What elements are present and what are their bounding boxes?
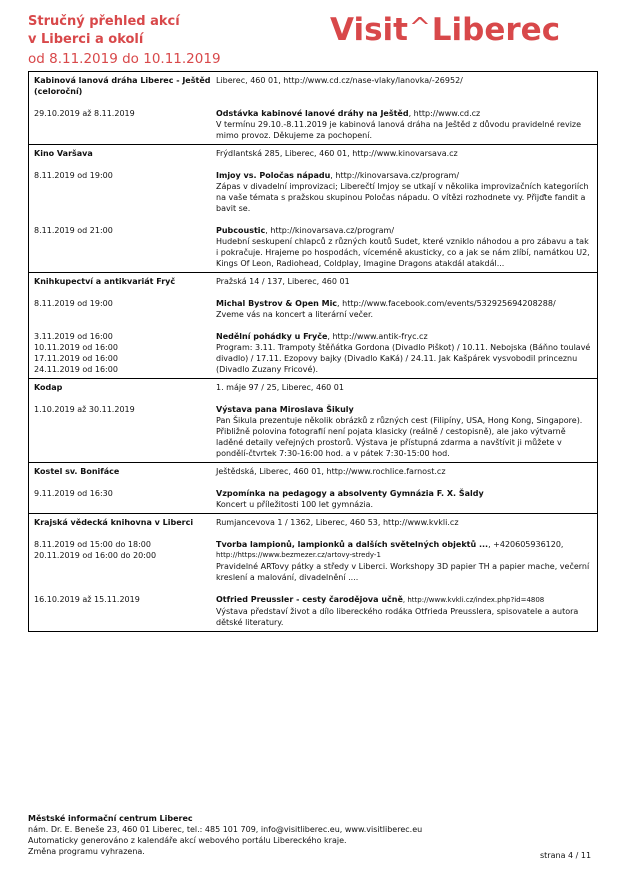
event-row [34, 539, 592, 583]
event-date: 8.11.2019 od 19:00 [34, 171, 113, 180]
event-details [216, 108, 592, 141]
venue-name: Kostel sv. Bonifáce [34, 467, 120, 476]
event-title: Tvorba lampionů, lampionků a dalších světelných objektů ... [216, 540, 489, 549]
event-link-secondary: http://https://www.bezmezer.cz/artovy-stredy-1 [216, 551, 381, 559]
venue-address: Pražská 14 / 137, Liberec, 460 01 [216, 277, 350, 286]
event-description: Program: 3.11. Trampoty štěňátka Gordona (Divadlo Piškot) / 10.11. Nebojska (Báňno toulavé divadlo) / 17.11. Ezopovy bajky (Divadlo KaKá) / 24.11. Jak Kašpárek vysvobodil princeznu (Divadlo Zuzany Fricové). [216, 343, 591, 374]
venue-address: Rumjancevova 1 / 1362, Liberec, 460 53, http://www.kvkli.cz [216, 518, 459, 527]
event-row [34, 298, 592, 320]
event-date: 8.11.2019 od 19:00 [34, 299, 113, 308]
event-row [34, 225, 592, 269]
event-description: Pravidelné ARTovy pátky a středy v Liberci. Workshopy 3D papier TH a papier mache, večerní kreslení a malování, divadelnění .... [216, 562, 590, 582]
page-footer [28, 813, 598, 857]
event-title: Imjoy vs. Poločas nápadu [216, 171, 331, 180]
event-date: 29.10.2019 až 8.11.2019 [34, 109, 135, 118]
venue-row [34, 466, 592, 477]
event-link: , http://www.cd.cz [408, 109, 481, 118]
event-details [216, 298, 592, 320]
venue-name: Kabinová lanová dráha Liberec - Ještěd (celoroční) [34, 76, 211, 96]
event-link: , +420605936120, [488, 540, 564, 549]
event-details [216, 488, 592, 510]
footer-organization: Městské informační centrum Liberec [28, 814, 193, 823]
venue-block [29, 273, 597, 379]
event-title: Michal Bystrov & Open Mic [216, 299, 338, 308]
venue-block [29, 514, 597, 631]
footer-address: nám. Dr. E. Beneše 23, 460 01 Liberec, tel.: 485 101 709, info@visitliberec.eu, www.visitliberec.eu [28, 825, 423, 834]
event-title: Otfried Preussler - cesty čarodějova učně [216, 595, 403, 604]
venue-name: Kino Varšava [34, 149, 93, 158]
event-description: Hudební seskupení chlapců z různých koutů Sudet, které vzniklo náhodou a pro zábavu a tak i pokračuje. Hrajeme po hospodách, víceméně akusticky, co a jak se nám zlíbí, namátkou U2, Kings Of Leon, Radiohead, Coldplay, Imagine Dragons atakdál atakdál... [216, 237, 590, 268]
event-date: 1.10.2019 až 30.11.2019 [34, 405, 135, 414]
event-details [216, 170, 592, 214]
event-date: 3.11.2019 od 16:00 10.11.2019 od 16:00 17.11.2019 od 16:00 24.11.2019 od 16:00 [34, 332, 118, 374]
venue-address: Ještědská, Liberec, 460 01, http://www.rochlice.farnost.cz [216, 467, 446, 476]
venue-row [34, 276, 592, 287]
event-row [34, 170, 592, 214]
event-details [216, 331, 592, 375]
events-table [28, 71, 598, 632]
event-details [216, 539, 592, 583]
event-link: , http://www.facebook.com/events/532925694208288/ [337, 299, 556, 308]
event-title: Odstávka kabinové lanové dráhy na Ještěd [216, 109, 409, 118]
event-title: Nedělní pohádky u Fryče [216, 332, 328, 341]
event-row [34, 404, 592, 459]
event-row [34, 488, 592, 510]
event-link: , http://kinovarsava.cz/program/ [330, 171, 460, 180]
venue-name: Kodap [34, 383, 63, 392]
venue-name: Knihkupectví a antikvariát Fryč [34, 277, 176, 286]
event-title: Pubcoustic [216, 226, 266, 235]
footer-note-changes: Změna programu vyhrazena. [28, 847, 145, 856]
venue-row [34, 148, 592, 159]
venue-block [29, 72, 597, 145]
event-description: Koncert u příležitosti 100 let gymnázia. [216, 500, 374, 509]
event-description: Pan Šikula prezentuje několik obrázků z různých cest (Filipíny, USA, Hong Kong, Singapore). Přibližně polovina fotografií není pojata klasicky (reálně / cestopisně), ale jako výtvarně laděné detaily veřejných prostorů. Výstava je přístupná zdarma a navštívit ji můžete v pondělí-čtvrtek 7:30-16:00 hod. a v pátek 7:30-15:00 hod. [216, 416, 583, 458]
venue-row [34, 517, 592, 528]
venue-block [29, 379, 597, 463]
venue-block [29, 145, 597, 273]
event-date: 9.11.2019 od 16:30 [34, 489, 113, 498]
event-row [34, 331, 592, 375]
event-details [216, 225, 592, 269]
venue-block [29, 463, 597, 514]
date-range: od 8.11.2019 do 10.11.2019 [28, 51, 221, 67]
footer-note-generated: Automaticky generováno z kalendáře akcí webového portálu Libereckého kraje. [28, 836, 347, 845]
venue-address: 1. máje 97 / 25, Liberec, 460 01 [216, 383, 344, 392]
venue-address: Liberec, 460 01, http://www.cd.cz/nase-vlaky/lanovka/-26952/ [216, 76, 463, 85]
event-date: 16.10.2019 až 15.11.2019 [34, 595, 140, 604]
event-description: V termínu 29.10.-8.11.2019 je kabinová lanová dráha na Ještěd z důvodu pravidelné revize mimo provoz. Děkujeme za pochopení. [216, 120, 582, 140]
event-link: , http://www.kvkli.cz/index.php?id=4808 [402, 596, 545, 604]
event-description: Zápas v divadelní improvizaci; Liberečtí Imjoy se utkají v několika improvizačních kategoriích na vaše témata s pražskou skupinou Poločas nápadu. O vítězi rozhodnete vy. Přijďte fandit a bavit se. [216, 182, 589, 213]
event-date: 8.11.2019 od 15:00 do 18:00 20.11.2019 od 16:00 do 20:00 [34, 540, 157, 560]
event-description: Zveme vás na koncert a literární večer. [216, 310, 374, 319]
event-date: 8.11.2019 od 21:00 [34, 226, 113, 235]
event-link: , http://kinovarsava.cz/program/ [265, 226, 395, 235]
visit-liberec-logo: Visit^Liberec [330, 12, 561, 48]
venue-name: Krajská vědecká knihovna v Liberci [34, 518, 194, 527]
event-row [34, 594, 592, 628]
document-title: Stručný přehled akcí v Liberci a okolí [28, 14, 180, 47]
event-description: Výstava představí život a dílo libereckého rodáka Otfrieda Preusslera, spisovatele a autora dětské literatury. [216, 607, 579, 627]
venue-row [34, 75, 592, 97]
event-title: Vzpomínka na pedagogy a absolventy Gymnázia F. X. Šaldy [216, 489, 484, 498]
event-row [34, 108, 592, 141]
event-details [216, 594, 592, 628]
venue-row [34, 382, 592, 393]
event-title: Výstava pana Miroslava Šikuly [216, 405, 354, 414]
venue-address: Frýdlantská 285, Liberec, 460 01, http://www.kinovarsava.cz [216, 149, 458, 158]
event-link: , http://www.antik-fryc.cz [327, 332, 428, 341]
page-number: strana 4 / 11 [540, 851, 592, 860]
event-details [216, 404, 592, 459]
